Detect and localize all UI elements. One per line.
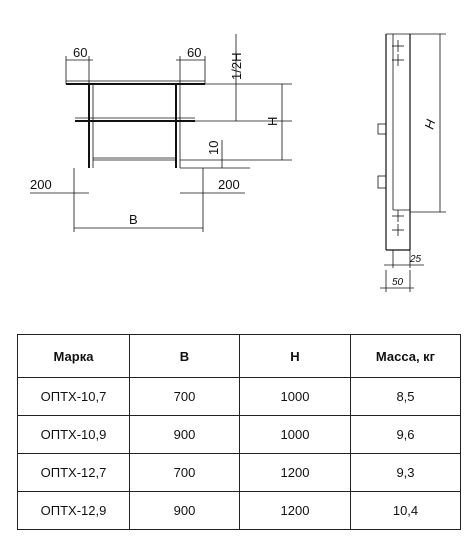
cell-width: 900 (130, 492, 240, 530)
table-header-row (18, 335, 461, 378)
rail-bracket-lower (378, 176, 386, 188)
cell-mass: 9,3 (351, 454, 461, 492)
rail-bracket-upper (378, 124, 386, 134)
side-dim-offset: 25 (410, 254, 422, 265)
cell-height: 1200 (240, 492, 351, 530)
specification-table (17, 334, 461, 530)
cell-mark: ОПТХ-10,9 (18, 416, 130, 454)
cell-width: 700 (130, 454, 240, 492)
dim-side-left: 200 (30, 177, 52, 192)
dim-top-left: 60 (73, 45, 88, 60)
cell-mass: 10,4 (351, 492, 461, 530)
dim-bottom-gap: 10 (206, 140, 221, 155)
cell-width: 700 (130, 378, 240, 416)
dim-width: B (129, 212, 138, 227)
cell-mark: ОПТХ-12,7 (18, 454, 130, 492)
table-row (18, 492, 461, 530)
cell-height: 1000 (240, 416, 351, 454)
cell-mark: ОПТХ-10,7 (18, 378, 130, 416)
cell-mass: 8,5 (351, 378, 461, 416)
dim-top-right: 60 (187, 45, 202, 60)
dim-side-right: 200 (218, 177, 240, 192)
front-view (30, 34, 292, 232)
header-width: B (130, 335, 240, 378)
side-dim-bottom-width: 50 (392, 277, 404, 288)
cell-width: 900 (130, 416, 240, 454)
cell-mass: 9,6 (351, 416, 461, 454)
side-dim-height: H (421, 117, 439, 131)
cell-height: 1000 (240, 378, 351, 416)
side-view (378, 34, 446, 292)
header-height: H (240, 335, 351, 378)
table-row (18, 416, 461, 454)
top-bolt-marks (392, 40, 404, 66)
bottom-bolt-marks (392, 210, 404, 236)
header-mass: Масса, кг (351, 335, 461, 378)
header-mark: Марка (18, 335, 130, 378)
cell-height: 1200 (240, 454, 351, 492)
dim-half-height: 1/2H (229, 52, 244, 80)
cell-mark: ОПТХ-12,9 (18, 492, 130, 530)
dim-height: H (265, 116, 280, 126)
table-row (18, 378, 461, 416)
table-row (18, 454, 461, 492)
